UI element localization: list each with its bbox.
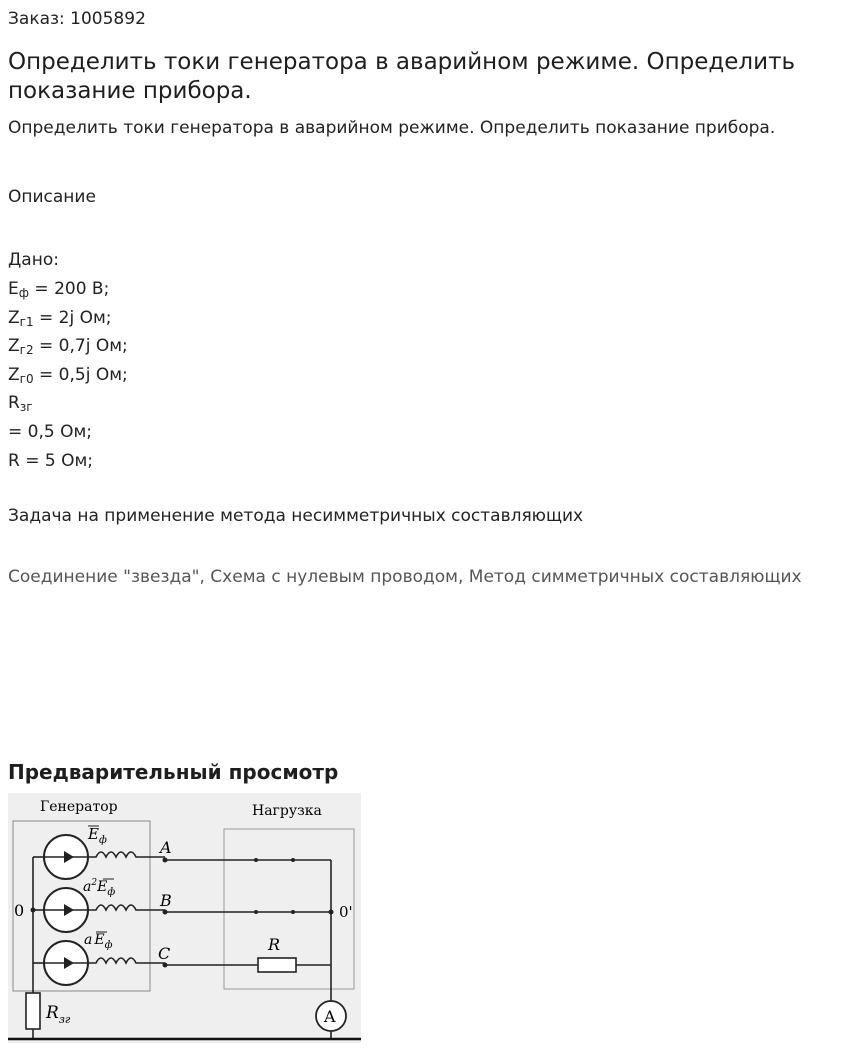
emf-a-label: $E_ф$	[88, 825, 107, 846]
node-0-label: 0	[14, 901, 25, 920]
task-note: Задача на применение метода несимметричных составляющих	[8, 506, 584, 526]
node-b-label: B	[160, 891, 172, 910]
order-number: Заказ: 1005892	[8, 9, 146, 29]
page-title: Определить токи генератора в аварийном режиме. Определить показание прибора.	[8, 49, 796, 104]
given-z-g0: $Z_{г0} = 0,5j$ Ом;	[8, 365, 128, 386]
load-label: Нагрузка	[252, 803, 322, 819]
given-e-phase: $E_ф = 200$ В;	[8, 279, 110, 300]
tag-links[interactable]: Соединение "звезда", Схема с нулевым проводом, Метод симметричных составляющих	[8, 567, 802, 587]
circuit-preview-image	[8, 793, 361, 1043]
generator-label: Генератор	[40, 799, 118, 815]
given-z-g1: $Z_{г1} = 2j$ Ом;	[8, 308, 112, 329]
node-0p-label: 0'	[339, 903, 353, 921]
description-heading: Описание	[8, 187, 96, 207]
given-z-g2: $Z_{г2} = 0,7j$ Ом;	[8, 336, 128, 357]
node-a-label: A	[160, 838, 172, 857]
node-c-label: C	[158, 944, 171, 963]
given-heading: Дано:	[8, 250, 59, 270]
resistor-r-icon	[258, 958, 296, 972]
resistor-rzg-label: $R_{зг}$	[46, 1003, 71, 1026]
resistor-rzg-icon	[26, 993, 40, 1029]
preview-heading: Предварительный просмотр	[8, 760, 339, 784]
emf-c-label: a $E_ф$	[84, 932, 113, 951]
given-r-zg: $R_{зг}$	[8, 393, 33, 414]
given-r-load: R = 5 Ом;	[8, 451, 94, 471]
resistor-r-label: R	[268, 935, 281, 954]
short-description: Определить токи генератора в аварийном режиме. Определить показание прибора.	[8, 118, 776, 138]
emf-b-label: $a^2E_ф$	[83, 878, 116, 898]
ammeter-label: A	[324, 1007, 336, 1026]
given-r-zg-value: = 0,5 Ом;	[8, 422, 93, 442]
